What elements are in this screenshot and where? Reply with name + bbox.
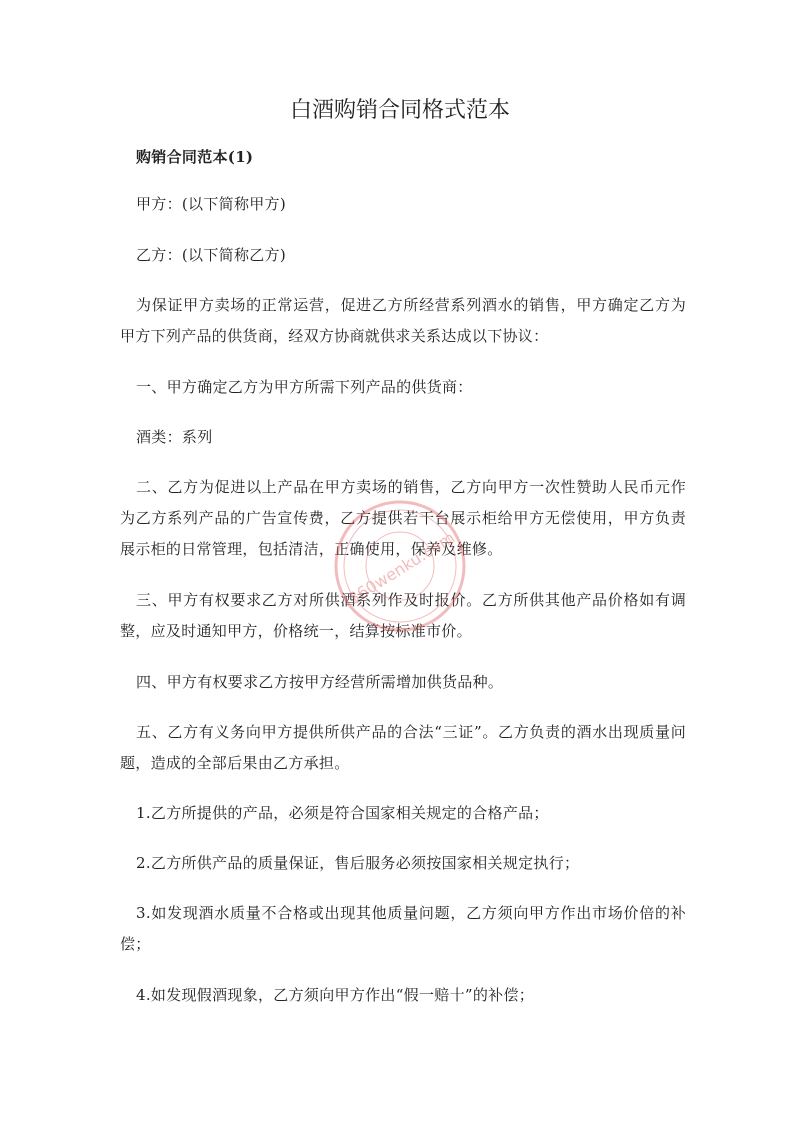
party-b-line: 乙方：(以下简称乙方) xyxy=(136,246,287,264)
watermark-text: 360wenku.com xyxy=(344,527,458,609)
clause-5-item-2: 2.乙方所供产品的质量保证，售后服务必须按国家相关规定执行； xyxy=(136,854,580,872)
clause-1: 一、甲方确定乙方为甲方所需下列产品的供货商： xyxy=(136,378,473,396)
clause-2: 二、乙方为促进以上产品在甲方卖场的销售，乙方向甲方一次性赞助人民币元作为乙方系列产品的广告宣传费，乙方提供若干台展示柜给甲方无偿使用，甲方负责展示柜的日常管理，包括清洁，正确使用，保养及维修。 xyxy=(120,478,686,558)
clause-4: 四、甲方有权要求乙方按甲方经营所需增加供货品种。 xyxy=(136,673,504,691)
clause-5-item-4: 4.如发现假酒现象，乙方须向甲方作出“假一赔十”的补偿； xyxy=(136,986,535,1004)
clause-3: 三、甲方有权要求乙方对所供酒系列作及时报价。乙方所供其他产品价格如有调整，应及时通知甲方，价格统一，结算按标准市价。 xyxy=(120,591,686,640)
section-heading: 购销合同范本(1) xyxy=(136,148,254,166)
watermark-seal xyxy=(330,496,470,636)
preamble-paragraph: 为保证甲方卖场的正常运营，促进乙方所经营系列酒水的销售，甲方确定乙方为甲方下列产品的供货商，经双方协商就供求关系达成以下协议： xyxy=(120,296,686,345)
clause-5-item-3: 3.如发现酒水质量不合格或出现其他质量问题，乙方须向甲方作出市场价倍的补偿； xyxy=(120,904,686,953)
party-a-line: 甲方：(以下简称甲方) xyxy=(136,195,287,213)
clause-5: 五、乙方有义务向甲方提供所供产品的合法“三证”。乙方负责的酒水出现质量问题，造成的全部后果由乙方承担。 xyxy=(120,723,686,772)
clause-5-item-1: 1.乙方所提供的产品，必须是符合国家相关规定的合格产品； xyxy=(136,804,549,822)
liquor-type-line: 酒类：系列 xyxy=(136,428,213,446)
document-title: 白酒购销合同格式范本 xyxy=(289,98,510,123)
